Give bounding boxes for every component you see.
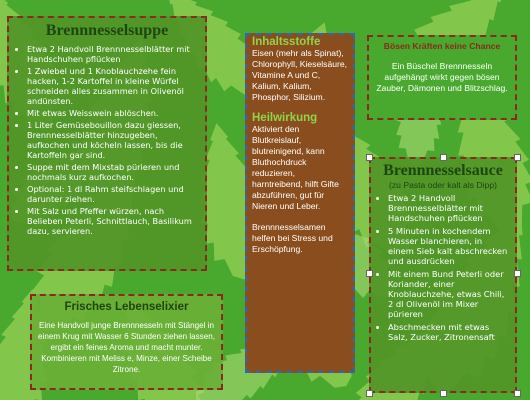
resize-handle[interactable] — [514, 270, 521, 277]
suppe-title: Brennnesselsuppe — [45, 22, 169, 39]
inhaltsstoffe-title: Inhaltsstoffe — [252, 36, 321, 48]
suppe-step: • Optional: 1 dl Rahm steifschlagen und darunter ziehen. — [27, 184, 199, 204]
lebenselixier-title: Frisches Lebenselixier — [64, 301, 189, 313]
kraefte-box — [367, 35, 517, 120]
suppe-step: • Suppe mit dem Mixstab pürieren und nochmals kurz aufkochen. — [27, 162, 199, 182]
resize-handle[interactable] — [440, 390, 447, 397]
suppe-step: • Etwa 2 Handvoll Brennnesselblätter mit Handschuhen pflücken — [27, 44, 199, 64]
kraefte-title: Bösen Kräften keine Chance — [383, 41, 501, 51]
suppe-recipe-box — [7, 16, 207, 271]
suppe-step: • 1 Liter Gemüsebouillon dazu giessen, Brennnesselblätter hinzugeben, aufkochen und köcheln lassen, bis die Kartoffeln gar sind. — [27, 120, 199, 160]
heilwirkung-title: Heilwirkung — [252, 112, 318, 124]
resize-handle[interactable] — [440, 154, 447, 161]
resize-handle[interactable] — [514, 154, 521, 161]
sauce-recipe-box[interactable] — [369, 157, 517, 393]
sauce-step: • 5 Minuten in kochendem Wasser blanchieren, in einem Sieb kalt abschrecken und ausdrücken — [388, 226, 510, 266]
suppe-steps-list — [15, 44, 199, 236]
lebenselixier-box — [30, 294, 223, 390]
resize-handle[interactable] — [366, 270, 373, 277]
resize-handle[interactable] — [366, 390, 373, 397]
heilwirkung-text: Aktiviert den Blutkreislauf, blutreinigend, kann Bluthochdruck reduzieren, harntreibend, hilft Gifte abzuführen, gut für Nieren und Leber. — [252, 124, 339, 211]
inhaltsstoffe-box[interactable] — [245, 33, 355, 373]
kraefte-text: Ein Büschel Brennnesseln aufgehängt wirkt gegen bösen Zauber, Dämonen und Blitzschlag. — [376, 61, 508, 93]
sauce-step: • Mit einem Bund Peterli oder Koriander, einer Knoblauchzehe, etwas Chili, 2 dl Olivenöl im Mixer pürieren — [388, 269, 510, 319]
resize-handle[interactable] — [366, 154, 373, 161]
lebenselixier-text: Eine Handvoll junge Brennnesseln mit Stängel in einem Krug mit Wasser 6 Stunden ziehen lassen, ergibt ein feines Aroma und macht munter. Kombinieren mit Meliss e, Minze, einer Scheibe Zitrone. — [38, 321, 215, 374]
sauce-step: • Abschmecken mit etwas Salz, Zucker, Zitronensaft — [388, 322, 510, 342]
sauce-steps-list — [376, 193, 510, 342]
samen-text: Brennnesselsamen helfen bei Stress und Erschöpfung. — [252, 222, 333, 254]
suppe-step: • 1 Zwiebel und 1 Knoblauchzehe fein hacken, 1-2 Kartoffel in kleine Würfel schneiden alles zusammen in Olivenöl andünsten. — [27, 66, 199, 106]
sauce-step: • Etwa 2 Handvoll Brennnesselblätter mit Handschuhen pflücken — [388, 193, 510, 223]
resize-handle[interactable] — [514, 390, 521, 397]
suppe-step: • Mit Salz und Pfeffer würzen, nach Belieben Peterli, Schnittlauch, Basilikum dazu, servieren. — [27, 206, 199, 236]
sauce-title: Brennnesselsauce — [383, 162, 503, 179]
sauce-subtitle: (zu Pasta oder kalt als Dipp) — [389, 180, 497, 190]
suppe-step: • Mit etwas Weisswein ablöschen. — [27, 108, 199, 118]
inhaltsstoffe-text: Eisen (mehr als Spinat), Chlorophyll, Kieselsäure, Vitamine A und C, Kalium, Kalium, Phosphor, Silizium. — [252, 48, 348, 102]
